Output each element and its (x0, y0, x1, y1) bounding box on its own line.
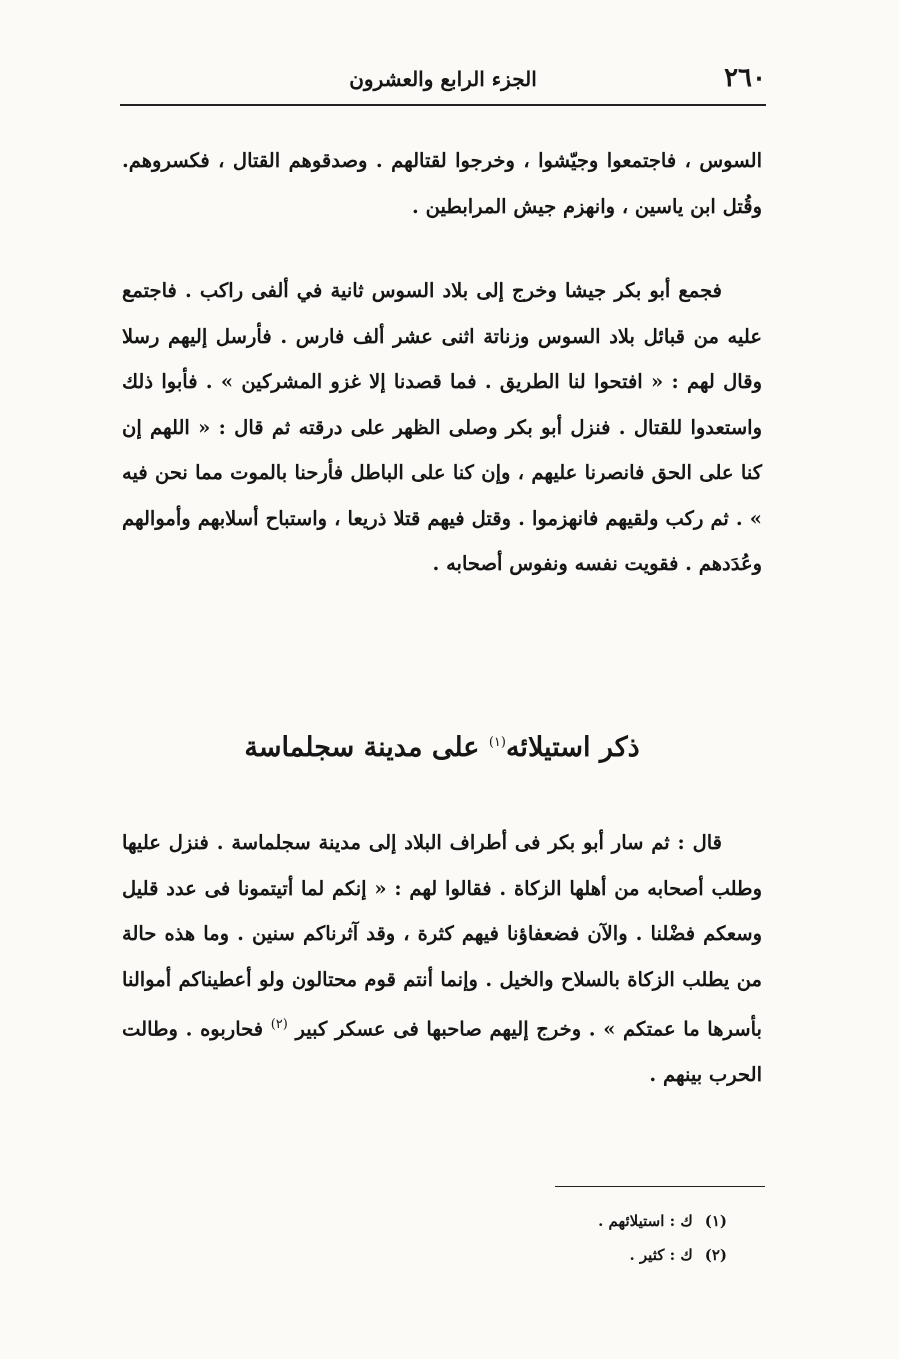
footnote-number: (٢) (704, 1246, 727, 1264)
heading-text-start: ذكر استيلائه (505, 732, 640, 763)
paragraph-1 (122, 138, 762, 229)
paragraph-text (122, 820, 762, 1098)
footnote-text: ك : استيلائهم . (598, 1212, 693, 1230)
footnote-text: ك : كثير . (629, 1246, 693, 1264)
footnote-marker-1: (١) (488, 735, 506, 750)
footnotes (598, 1204, 727, 1272)
section-heading (122, 718, 762, 773)
paragraph-text-start: قال : ثم سار أبو بكر فى أطراف البلاد إلى مدينة سجلماسة . فنزل عليها وطلب أصحابه من أهلها الزكاة . فقالوا لهم : « إنكم لما أتيتمونا فى عدد قليل وسعكم فضْلنا . والآن فضعفاؤنا فيهم كثرة ، وقد آثرناكم سنين . وما هذه حالة من يطلب الزكاة بالسلاح والخيل . وإنما أنتم قوم محتالون ولو أعطيناكم أموالنا بأسرها ما عمتكم » . وخرج إليهم صاحبها فى عسكر كبير (122, 831, 762, 1041)
footnote-marker-2: (٢) (270, 1017, 288, 1032)
footnote-2 (598, 1238, 727, 1272)
heading-text-end: على مدينة سجلماسة (244, 732, 480, 763)
paragraph-text: السوس ، فاجتمعوا وجيّشوا ، وخرجوا لقتالهم . وصدقوهم القتال ، فكسروهم. وقُتل ابن ياسين ، وانهزم جيش المرابطين . (122, 149, 762, 218)
paragraph-3 (122, 820, 762, 1098)
paragraph-text-end: فحاربوه . وطالت الحرب بينهم . (122, 1017, 762, 1086)
page-number: ٢٦٠ (724, 63, 766, 93)
paragraph-2 (122, 268, 762, 587)
running-title: الجزء الرابع والعشرون (349, 67, 537, 91)
footnote-number: (١) (704, 1212, 727, 1230)
paragraph-text: فجمع أبو بكر جيشا وخرج إلى بلاد السوس ثانية في ألفى راكب . فاجتمع عليه من قبائل بلاد السوس وزناتة اثنى عشر ألف فارس . فأرسل إليهم رسلا وقال لهم : « افتحوا لنا الطريق . فما قصدنا إلا غزو المشركين » . فأبوا ذلك واستعدوا للقتال . فنزل أبو بكر وصلى الظهر على درقته ثم قال : « اللهم إن كنا على الحق فانصرنا عليهم ، وإن كنا على الباطل فأرحنا بالموت مما نحن فيه » . ثم ركب ولقيهم فانهزموا . وقتل فيهم قتلا ذريعا ، واستباح أسلابهم وأموالهم وعُدَدهم . فقويت نفسه ونفوس أصحابه . (122, 279, 762, 575)
footnote-divider (555, 1186, 765, 1187)
page-header (120, 60, 766, 106)
footnote-1 (598, 1204, 727, 1238)
